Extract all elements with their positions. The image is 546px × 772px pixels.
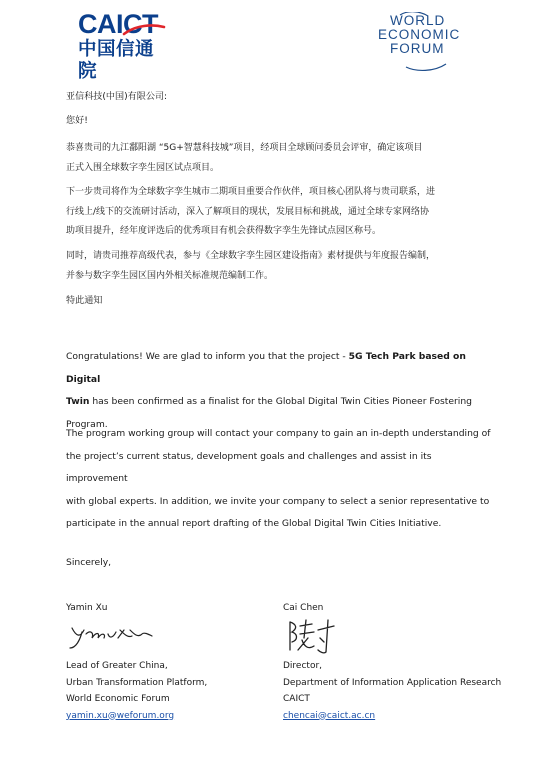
cn-p3-line1: 同时，请贵司推荐高级代表，参与《全球数字孪生园区建设指南》素材提供与年度报告编制， [66,251,436,261]
caict-swoosh-icon [122,23,166,37]
en-p1-line1 [66,346,496,391]
en-p2-line2: the project’s current status, development goals and challenges and assist in its improvement [66,450,432,484]
caict-logo [78,10,170,83]
signatory-1-title-3: World Economic Forum [66,694,170,704]
en-p2-line1: The program working group will contact your company to gain an in-depth understanding of [66,428,491,439]
wef-logo [376,12,476,68]
caict-logo-text: CAICT [78,9,158,39]
wef-logo-line-3: FORUM [390,41,445,56]
caict-logo-cn: 中国信通院 [78,39,155,82]
wef-logo-line-1: WORLD [390,13,446,28]
cn-p2-line3: 助项目提升，经年度评选后的优秀项目有机会获得数字孪生先锋试点园区称号。 [66,226,382,236]
cn-paragraph-2 [66,183,496,242]
signatory-2-title-3: CAICT [283,694,310,704]
cn-p1-line2: 正式入围全球数字孪生园区试点项目。 [66,162,220,173]
signatory-1-title-2: Urban Transformation Platform, [66,677,208,688]
cn-closing: 特此通知 [66,296,103,306]
cn-salutation: 亚信科技(中国)有限公司: [66,92,168,102]
cn-paragraph-3 [66,247,496,286]
cn-paragraph-1 [66,139,496,178]
en-p1-text-b: has been confirmed as a finalist for the Global Digital Twin Cities Pioneer Fostering [89,396,473,407]
en-paragraph-2 [66,423,496,536]
en-p1-text-a: Congratulations! We are glad to inform you that the project - [66,351,349,362]
en-p1-project-name: 5G Tech Park based on Digital [66,351,466,385]
en-closing: Sincerely, [66,557,112,568]
signatory-1-title-1: Lead of Greater China, [66,661,168,671]
cn-greeting: 您好! [66,116,88,126]
signatory-2-signature [286,616,338,656]
en-p1-line3: Program. [66,418,108,430]
cn-p2-line2: 行线上/线下的交流研讨活动，深入了解项目的现状，发展目标和挑战，通过全球专家网络协 [66,206,430,217]
en-p1-project-name-2: Twin [66,396,90,407]
signatory-2-name: Cai Chen [283,603,324,613]
cn-p3-line2: 并参与数字孪生园区国内外相关标准规范编制工作。 [66,270,274,281]
signatory-1-details [66,658,207,724]
signatory-1-name: Yamin Xu [66,603,108,613]
en-p2-line3: with global experts. In addition, we invite your company to select a senior representative to [66,495,490,507]
wef-logo-line-2: ECONOMIC [378,27,461,42]
cn-p1-line1: 恭喜贵司的九江鄱阳湖 “5G+智慧科技城”项目，经项目全球顾问委员会评审，确定该项目 [66,143,423,153]
cn-p2-line1: 下一步贵司将作为全球数字孪生城市二期项目重要合作伙伴，项目核心团队将与贵司联系，进 [66,187,436,197]
en-p1-line2 [66,391,496,414]
signatory-2-email-link[interactable]: chencai@caict.ac.cn [283,710,376,721]
signatory-2-details [283,658,501,724]
signatory-1-email-link[interactable]: yamin.xu@weforum.org [66,710,175,721]
signatory-2-title-1: Director, [283,661,323,671]
signatory-2-title-2: Department of Information Application Research [283,677,502,688]
signatory-1-signature [68,618,158,652]
en-p2-line4: participate in the annual report drafting of the Global Digital Twin Cities Initiative. [66,518,442,529]
